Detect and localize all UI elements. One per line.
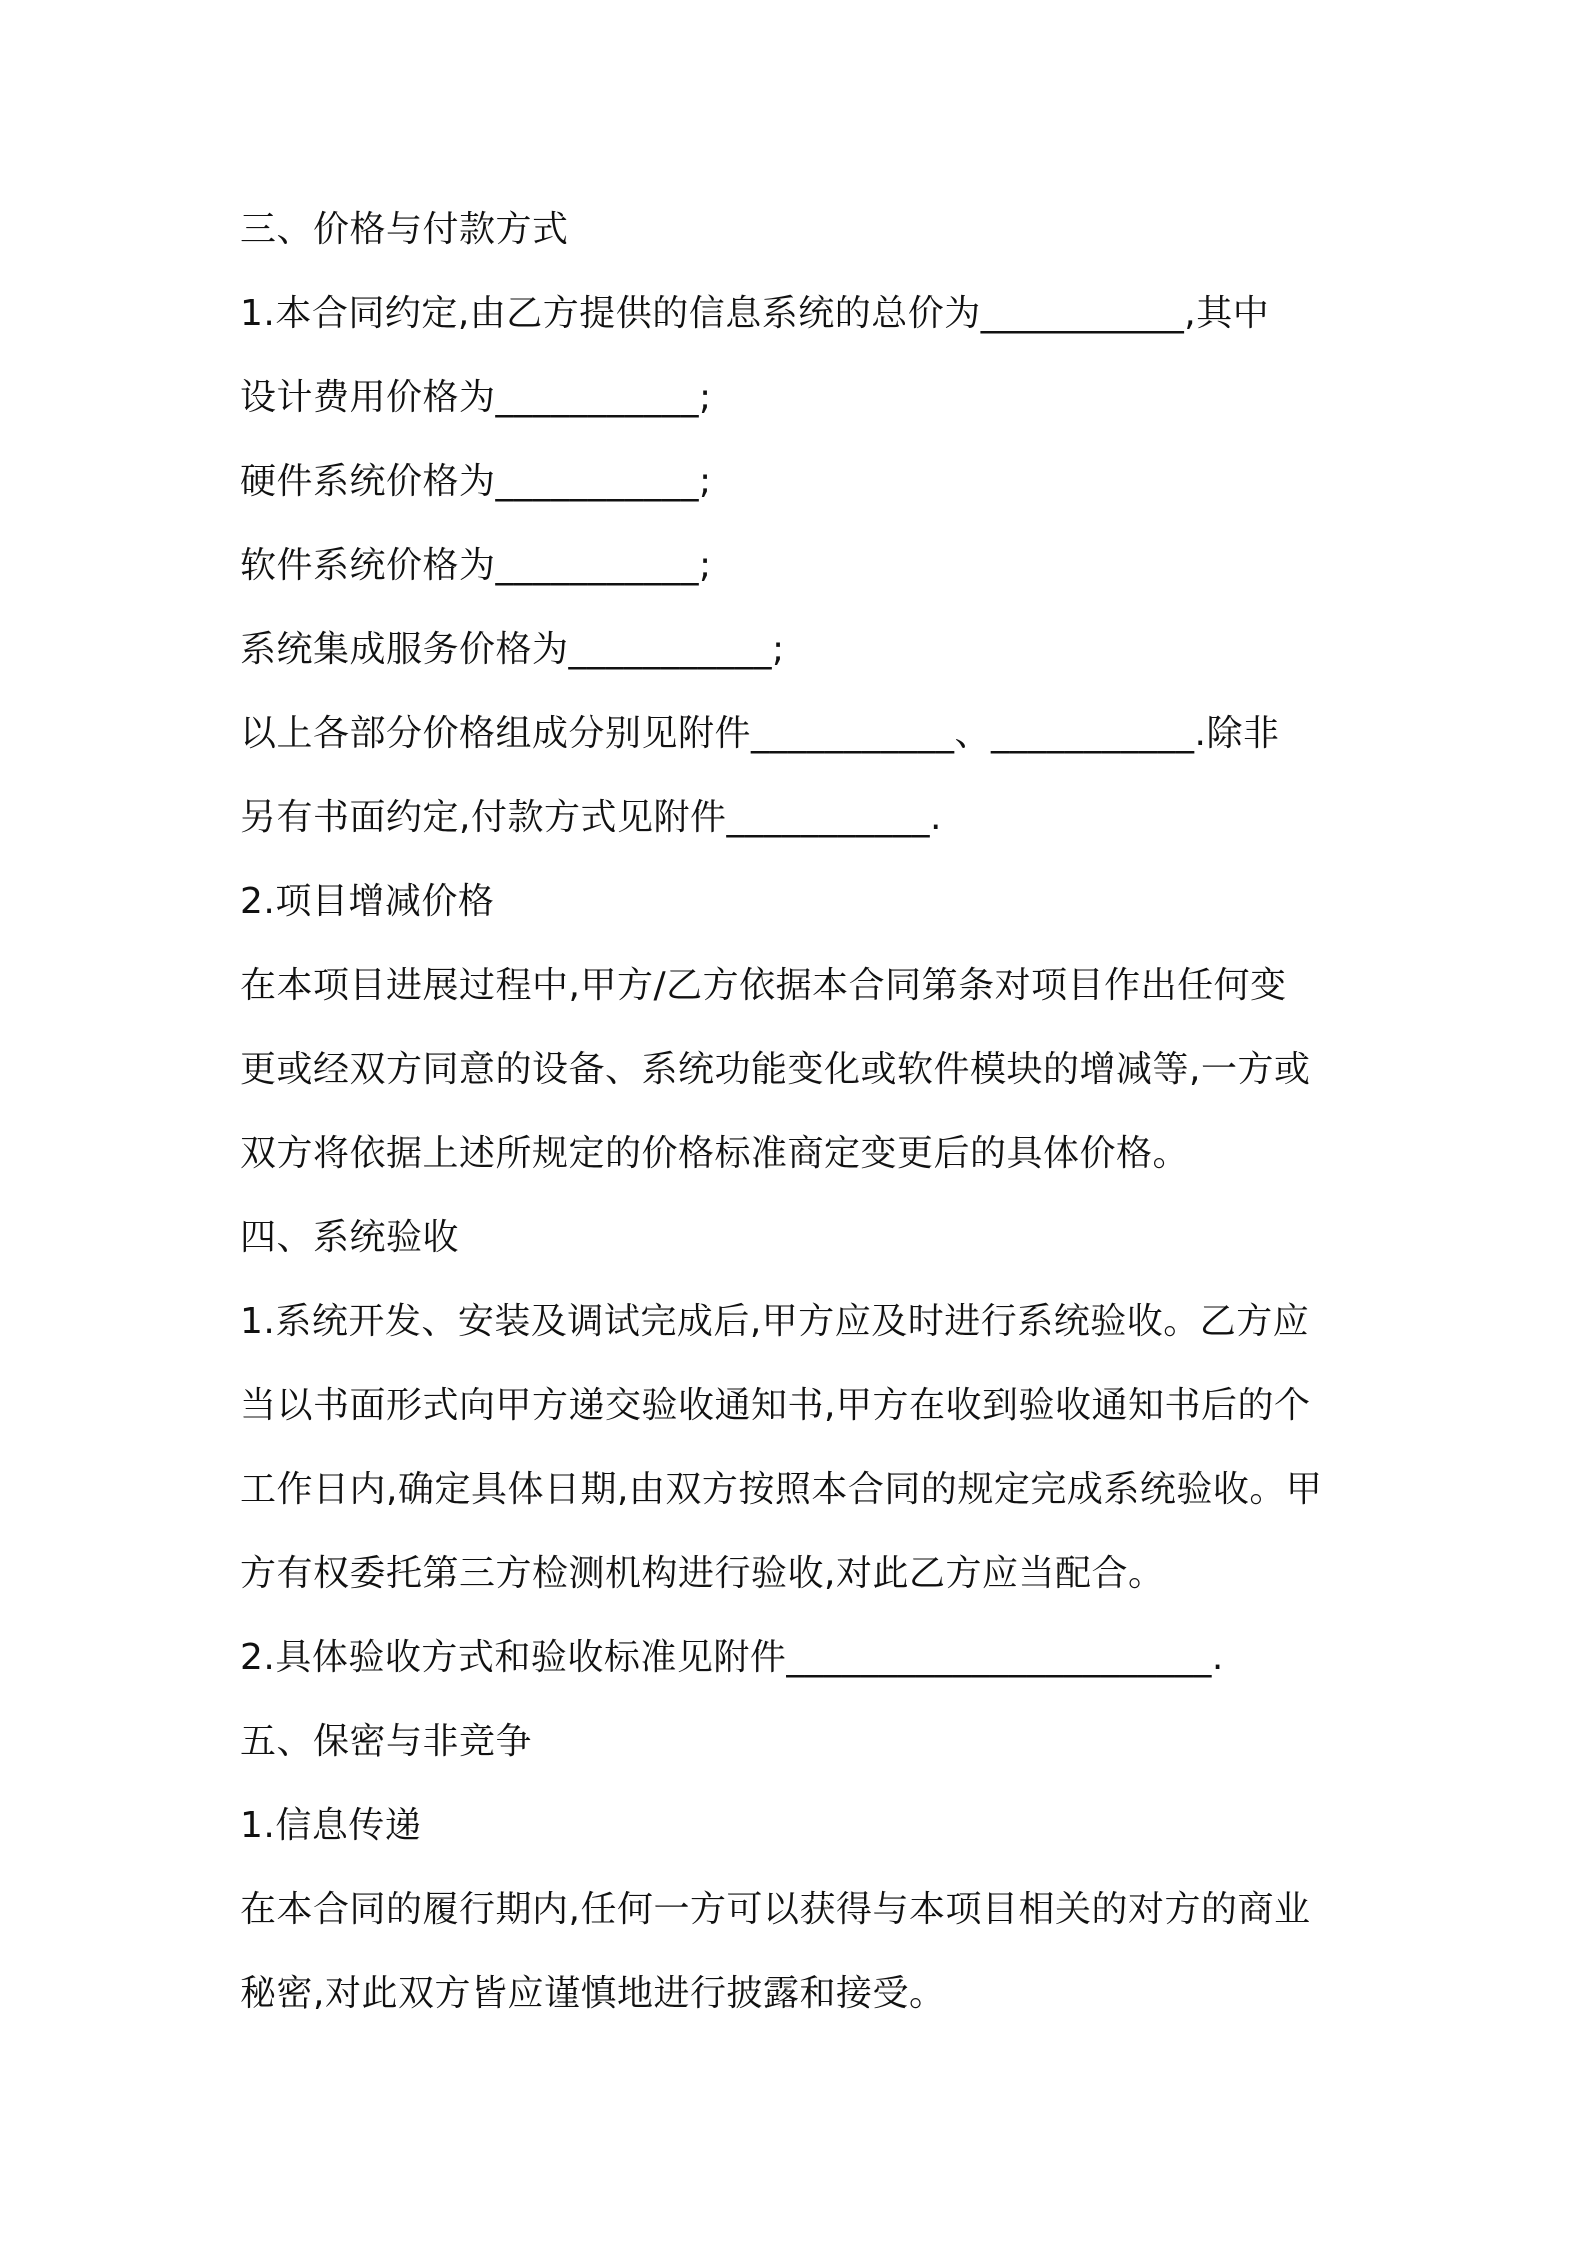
paragraph-line: 当以书面形式向甲方递交验收通知书,甲方在收到验收通知书后的个 (240, 1385, 1311, 1426)
paragraph-line: 在本项目进展过程中,甲方/乙方依据本合同第条对项目作出任何变 (240, 965, 1287, 1006)
paragraph-line: 工作日内,确定具体日期,由双方按照本合同的规定完成系统验收。甲 (240, 1469, 1323, 1510)
paragraph-line: 秘密,对此双方皆应谨慎地进行披露和接受。 (240, 1973, 946, 2014)
paragraph-line: 硬件系统价格为___________; (240, 461, 712, 502)
paragraph-line: 设计费用价格为___________; (240, 377, 712, 418)
paragraph-line: 1.系统开发、安装及调试完成后,甲方应及时进行系统验收。乙方应 (240, 1301, 1310, 1342)
paragraph-line: 双方将依据上述所规定的价格标准商定变更后的具体价格。 (240, 1133, 1190, 1174)
paragraph-line: 方有权委托第三方检测机构进行验收,对此乙方应当配合。 (240, 1553, 1165, 1594)
subheading-price-adjustment: 2.项目增减价格 (240, 881, 495, 922)
paragraph-line: 系统集成服务价格为___________; (240, 629, 785, 670)
paragraph-line: 另有书面约定,付款方式见附件___________. (240, 797, 942, 838)
paragraph-line: 在本合同的履行期内,任何一方可以获得与本项目相关的对方的商业 (240, 1889, 1311, 1930)
paragraph-line: 更或经双方同意的设备、系统功能变化或软件模块的增减等,一方或 (240, 1049, 1311, 1090)
paragraph-line: 软件系统价格为___________; (240, 545, 712, 586)
paragraph-line: 2.具体验收方式和验收标准见附件_______________________. (240, 1637, 1224, 1678)
section-heading-confidentiality: 五、保密与非竞争 (240, 1721, 533, 1762)
section-heading-acceptance: 四、系统验收 (240, 1217, 460, 1258)
subheading-information-transfer: 1.信息传递 (240, 1805, 422, 1846)
section-heading-price-payment: 三、价格与付款方式 (240, 209, 569, 250)
paragraph-line: 以上各部分价格组成分别见附件___________、___________.除非 (240, 713, 1280, 754)
paragraph-line: 1.本合同约定,由乙方提供的信息系统的总价为___________,其中 (240, 293, 1270, 334)
